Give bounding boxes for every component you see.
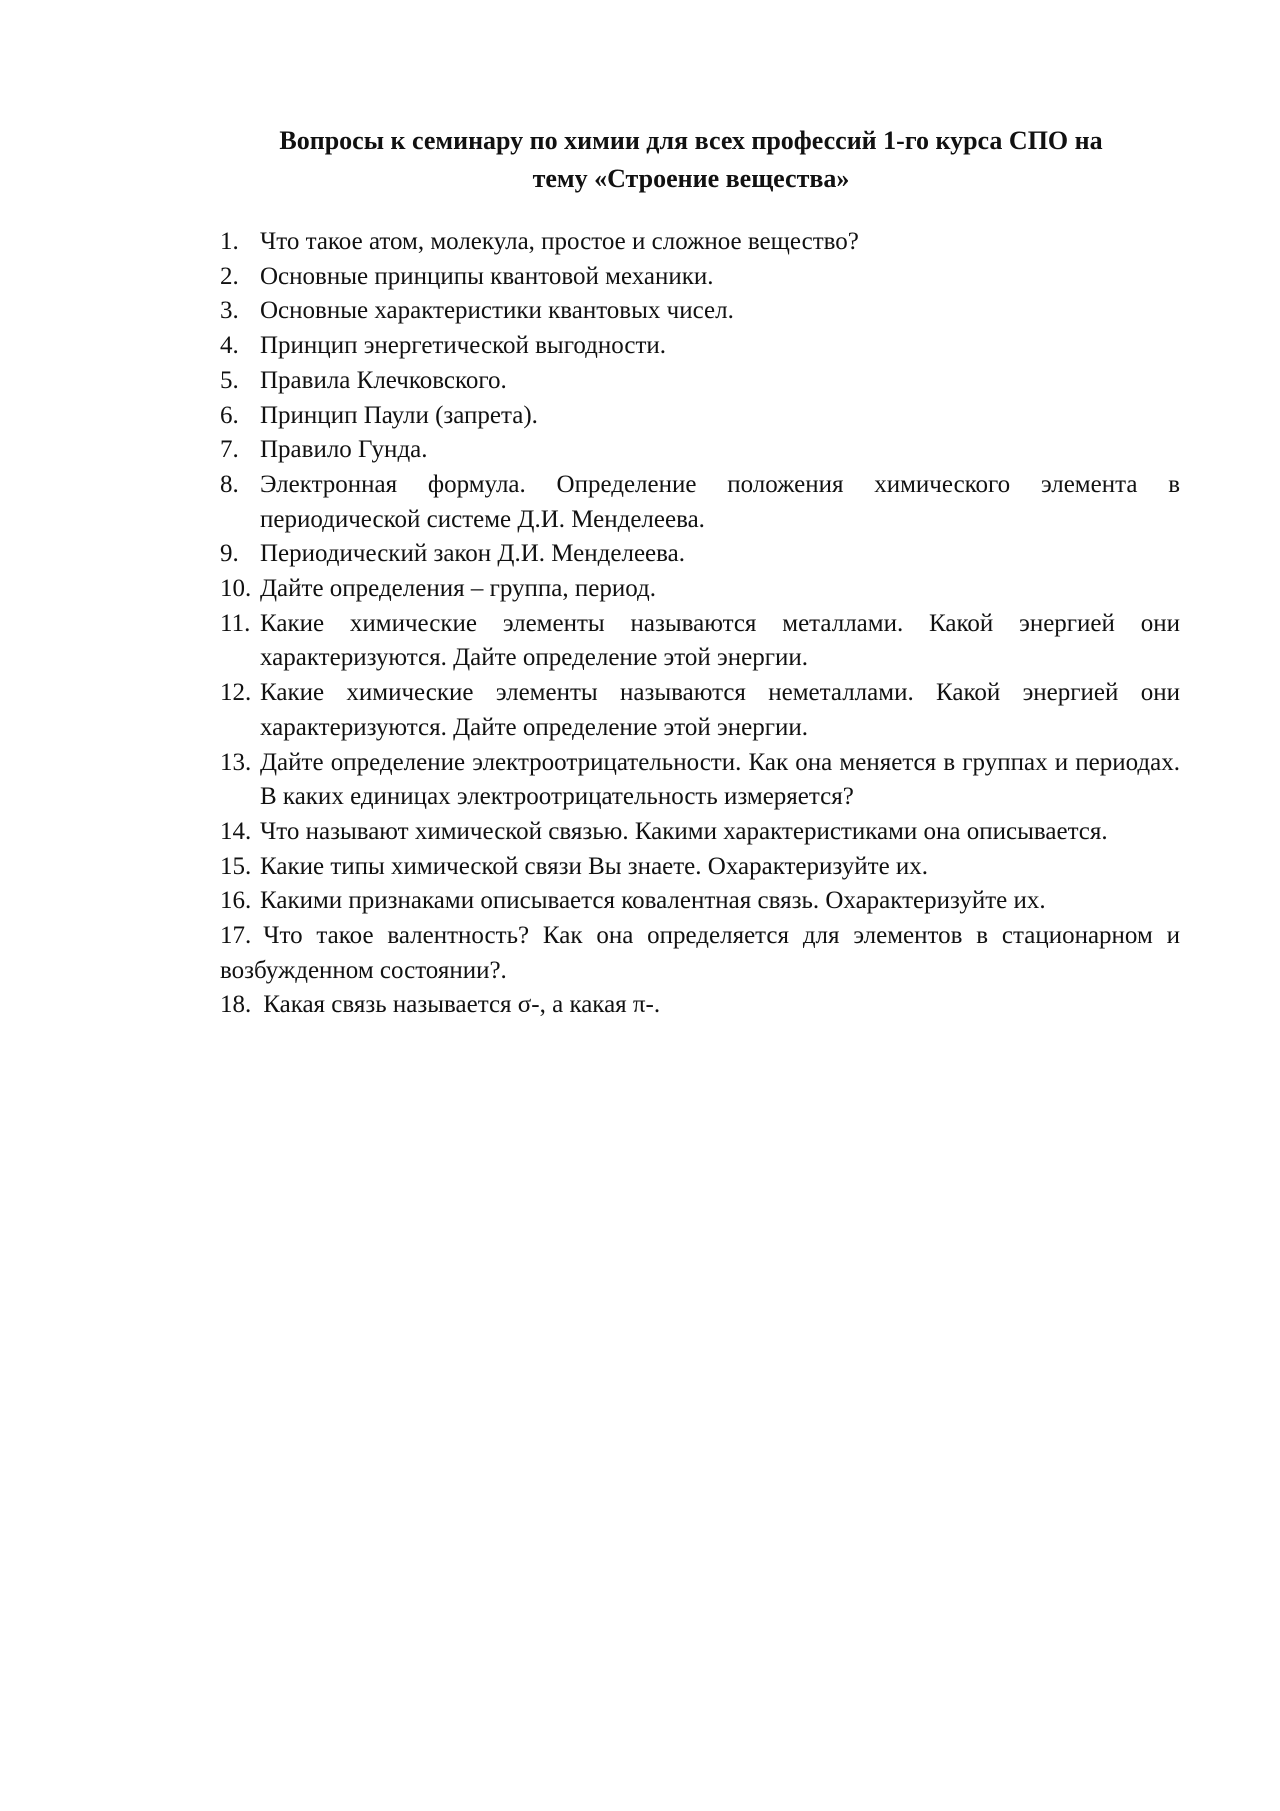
list-item-number: 16. bbox=[220, 887, 252, 915]
list-item-text: Какими признаками описывается ковалентная связь. Охарактеризуйте их. bbox=[260, 887, 1046, 915]
list-item-number: 8. bbox=[220, 470, 239, 498]
list-item-number: 14. bbox=[220, 817, 252, 845]
page-title bbox=[196, 122, 1186, 198]
list-item bbox=[220, 572, 1180, 607]
list-item bbox=[220, 364, 1180, 399]
list-item bbox=[220, 225, 1180, 260]
list-item-number: 10. bbox=[220, 575, 252, 603]
list-item-text: Что такое атом, молекула, простое и сложное вещество? bbox=[260, 228, 859, 255]
list-item bbox=[220, 537, 1180, 572]
list-item-text: Какая связь называется σ-, а какая π-. bbox=[263, 991, 661, 1019]
list-item bbox=[220, 329, 1180, 364]
list-item-text: Правило Гунда. bbox=[260, 436, 428, 464]
list-item bbox=[220, 607, 1180, 676]
list-item-text: Электронная формула. Определение положения химического элемента в периодической системе Д.И. Менделеева. bbox=[260, 470, 1180, 533]
list-item-text: Что называют химической связью. Какими характеристиками она описывается. bbox=[260, 817, 1108, 845]
list-item-text: Периодический закон Д.И. Менделеева. bbox=[260, 540, 685, 568]
list-item bbox=[220, 884, 1180, 919]
list-item-text: Дайте определения – группа, период. bbox=[260, 575, 656, 603]
list-item-text: Принцип Паули (запрета). bbox=[260, 401, 538, 429]
list-item-number: 3. bbox=[220, 297, 239, 325]
list-item bbox=[220, 850, 1180, 885]
list-item bbox=[220, 260, 1180, 295]
list-item-number: 15. bbox=[220, 852, 252, 880]
list-item bbox=[220, 433, 1180, 468]
list-item-text: Основные характеристики квантовых чисел. bbox=[260, 297, 734, 325]
list-item-number: 12. bbox=[220, 679, 252, 707]
list-item bbox=[220, 294, 1180, 329]
list-item-text: Какие химические элементы называются металлами. Какой энергией они характеризуются. Дайте определение этой энергии. bbox=[260, 609, 1180, 672]
title-line-2: тему «Строение вещества» bbox=[532, 164, 850, 193]
list-item-text: Принцип энергетической выгодности. bbox=[260, 332, 667, 360]
list-item-number: 11. bbox=[220, 609, 251, 637]
list-item-number: 9. bbox=[220, 540, 239, 568]
list-item bbox=[220, 468, 1180, 537]
list-item-text: Какие химические элементы называются неметаллами. Какой энергией они характеризуются. Дайте определение этой энергии. bbox=[260, 679, 1180, 741]
list-item bbox=[220, 815, 1180, 850]
list-item-text: Основные принципы квантовой механики. bbox=[260, 262, 714, 290]
list-item-number: 17. bbox=[220, 922, 252, 950]
question-list bbox=[220, 225, 1180, 1023]
list-item-number: 1. bbox=[220, 228, 239, 255]
list-item-number: 2. bbox=[220, 262, 239, 290]
list-item-number: 7. bbox=[220, 436, 239, 464]
list-item-number: 6. bbox=[220, 401, 239, 429]
list-item bbox=[220, 746, 1180, 815]
list-item-number: 5. bbox=[220, 366, 239, 394]
title-line-1: Вопросы к семинару по химии для всех профессий 1-го курса СПО на bbox=[279, 126, 1103, 155]
list-item-text: Что такое валентность? Как она определяется для элементов в стационарном и возбужденном состоянии?. bbox=[220, 922, 1180, 984]
list-item-text: Дайте определение электроотрицательности. Как она меняется в группах и периодах. В каких единицах электроотрицательность измеряется? bbox=[260, 748, 1180, 811]
list-item bbox=[220, 676, 1180, 745]
list-item bbox=[220, 988, 1180, 1023]
list-item-text: Правила Клечковского. bbox=[260, 366, 507, 394]
list-item-number: 18. bbox=[220, 991, 252, 1019]
list-item-number: 13. bbox=[220, 748, 252, 776]
list-item-number: 4. bbox=[220, 332, 239, 360]
list-item-text: Какие типы химической связи Вы знаете. Охарактеризуйте их. bbox=[260, 852, 929, 880]
list-item bbox=[220, 919, 1180, 988]
list-item bbox=[220, 399, 1180, 434]
